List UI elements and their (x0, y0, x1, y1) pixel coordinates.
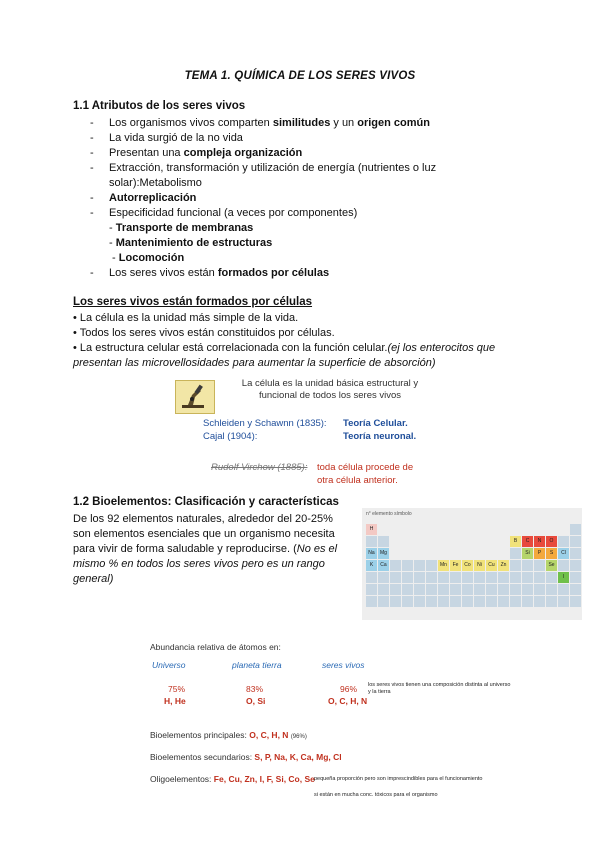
pct-universe: 75% (168, 684, 186, 694)
element-cell (402, 596, 413, 607)
cell-theory-label: Teoría Celular. (343, 418, 408, 429)
element-cell-i: I (558, 572, 569, 583)
element-cell (462, 572, 473, 583)
neuron-theory-label: Teoría neuronal. (343, 431, 417, 442)
element-cell (366, 584, 377, 595)
virchow-statement: toda célula procede de (317, 462, 414, 473)
element-cell (510, 596, 521, 607)
cells-section-body: • La célula es la unidad más simple de la vida. • Todos los seres vivos están constituidos por células. • La estructura celular está correlacionada con la función celular.(ej los enterocitos que presentan las microvellosidades para aumentar la superficie de absorción) (73, 312, 496, 369)
element-cell (498, 596, 509, 607)
els-living: O, C, H, N (328, 696, 368, 706)
cells-section-heading: Los seres vivos están formados por células (73, 296, 313, 308)
element-cell (534, 572, 545, 583)
element-cell (474, 572, 485, 583)
element-cell-mn: Mn (438, 560, 449, 571)
element-cell (570, 596, 581, 607)
element-cell (510, 572, 521, 583)
sub-list-item: - Mantenimiento de estructuras (109, 237, 273, 249)
schleiden-label: Schleiden y Schawnn (1835): (203, 418, 327, 429)
element-cell (426, 560, 437, 571)
sub-list-item: - Transporte de membranas (109, 222, 254, 234)
element-cell (546, 584, 557, 595)
element-cell (462, 596, 473, 607)
attributes-list (90, 116, 450, 281)
pct-living: 96% (340, 684, 358, 694)
element-cell-n: N (534, 536, 545, 547)
element-cell (570, 560, 581, 571)
element-cell-s: S (546, 548, 557, 559)
element-cell (402, 560, 413, 571)
principal-elements: Bioelementos principales: O, C, H, N (96%) (150, 730, 307, 740)
element-cell-si: Si (522, 548, 533, 559)
element-cell-ni: Ni (474, 560, 485, 571)
element-cell-c: C (522, 536, 533, 547)
list-item: - Presentan una compleja organización (90, 147, 303, 159)
element-cell (378, 584, 389, 595)
bioelements-body: De los 92 elementos naturales, alrededor del 20-25% son elementos esenciales que un organismo necesita para vivir de forma saludable y reproducirse. (No es el mismo % en todos los seres vivos pero es un rango general) (73, 513, 338, 585)
element-cell (498, 584, 509, 595)
element-cell (390, 572, 401, 583)
element-cell (570, 536, 581, 547)
element-cell-h: H (366, 524, 377, 535)
element-cell (450, 572, 461, 583)
element-cell (414, 584, 425, 595)
element-cell (558, 536, 569, 547)
element-cell-co: Co (462, 560, 473, 571)
element-cell-k: K (366, 560, 377, 571)
abundance-title: Abundancia relativa de átomos en: (150, 642, 281, 652)
element-cell (378, 596, 389, 607)
page-title: TEMA 1. QUÍMICA DE LOS SERES VIVOS (184, 70, 416, 82)
element-cell-b: B (510, 536, 521, 547)
element-cell (390, 596, 401, 607)
element-cell (498, 572, 509, 583)
element-cell-na: Na (366, 548, 377, 559)
oligo-note-2: si están en mucha conc. tóxicos para el organismo (314, 792, 438, 798)
element-cell (414, 560, 425, 571)
virchow-statement-cont: otra célula anterior. (317, 475, 398, 486)
element-cell (450, 596, 461, 607)
col-universe: Universo (152, 660, 186, 670)
element-cell (522, 584, 533, 595)
section-1-1-heading: 1.1 Atributos de los seres vivos (73, 100, 246, 112)
element-cell (558, 560, 569, 571)
els-universe: H, He (164, 696, 186, 706)
element-cell (510, 584, 521, 595)
element-cell (414, 596, 425, 607)
element-cell (402, 584, 413, 595)
element-cell (402, 572, 413, 583)
cajal-label: Cajal (1904): (203, 431, 258, 442)
cell-theory-figure (175, 378, 445, 490)
element-cell (510, 548, 521, 559)
element-cell-ca: Ca (378, 560, 389, 571)
element-cell-o: O (546, 536, 557, 547)
element-cell-mg: Mg (378, 548, 389, 559)
element-cell (534, 596, 545, 607)
element-cell (366, 572, 377, 583)
element-cell (570, 524, 581, 535)
element-cell-fe: Fe (450, 560, 461, 571)
abundance-note: los seres vivos tienen una composición distinta al universo y la tierra (368, 682, 511, 695)
col-living: seres vivos (322, 660, 365, 670)
element-cell (534, 560, 545, 571)
element-cell (450, 584, 461, 595)
element-cell (546, 572, 557, 583)
element-cell-cl: Cl (558, 548, 569, 559)
element-cell (522, 572, 533, 583)
element-cell (510, 560, 521, 571)
element-cell (378, 572, 389, 583)
element-cell-cu: Cu (486, 560, 497, 571)
element-cell (438, 596, 449, 607)
element-cell (522, 596, 533, 607)
list-item: - Especificidad funcional (a veces por componentes) (90, 207, 358, 219)
element-cell (414, 572, 425, 583)
element-cell (486, 584, 497, 595)
element-cell (366, 536, 377, 547)
element-cell (378, 536, 389, 547)
list-item: - Los organismos vivos comparten similitudes y un origen común (90, 117, 430, 129)
element-cell (390, 584, 401, 595)
element-cell (474, 584, 485, 595)
cell-theory-caption: La célula es la unidad básica estructural y funcional de todos los seres vivos (241, 378, 419, 401)
element-cell (534, 584, 545, 595)
oligo-elements: Oligoelementos: Fe, Cu, Zn, I, F, Si, Co, Se (150, 774, 315, 784)
section-1-2-heading: 1.2 Bioelementos: Clasificación y características (73, 496, 339, 508)
list-item: - La vida surgió de la no vida (90, 132, 243, 144)
pct-earth: 83% (246, 684, 264, 694)
element-cell (486, 572, 497, 583)
element-cell (438, 584, 449, 595)
list-item: - Autorreplicación (90, 192, 197, 204)
virchow-label: Rudolf Virchow (1885): (211, 462, 308, 473)
element-cell (486, 596, 497, 607)
element-cell (366, 596, 377, 607)
element-cell (570, 584, 581, 595)
element-cell (522, 560, 533, 571)
microscope-icon (175, 380, 215, 414)
periodic-table-image (362, 508, 582, 620)
element-cell (570, 548, 581, 559)
element-cell (390, 560, 401, 571)
element-cell (558, 584, 569, 595)
els-earth: O, Si (246, 696, 266, 706)
abundance-figure (150, 640, 570, 830)
oligo-note: pequeña proporción pero son imprescindibles para el funcionamiento (314, 776, 483, 782)
element-cell (426, 584, 437, 595)
element-cell (462, 584, 473, 595)
col-earth: planeta tierra (232, 660, 282, 670)
element-cell-se: Se (546, 560, 557, 571)
element-cell (426, 572, 437, 583)
element-cell (570, 572, 581, 583)
element-cell (426, 596, 437, 607)
element-cell (438, 572, 449, 583)
sub-list-item: - Locomoción (109, 252, 185, 264)
list-item: - Extracción, transformación y utilización de energía (nutrientes o luz solar):Metabolismo (90, 162, 437, 189)
element-cell-p: P (534, 548, 545, 559)
element-cell (474, 596, 485, 607)
element-cell (558, 596, 569, 607)
periodic-table-legend: n° elemento símbolo (366, 511, 412, 517)
element-cell-zn: Zn (498, 560, 509, 571)
secondary-elements: Bioelementos secundarios: S, P, Na, K, Ca, Mg, Cl (150, 752, 342, 762)
element-cell (546, 596, 557, 607)
list-item: - Los seres vivos están formados por células (90, 267, 330, 279)
